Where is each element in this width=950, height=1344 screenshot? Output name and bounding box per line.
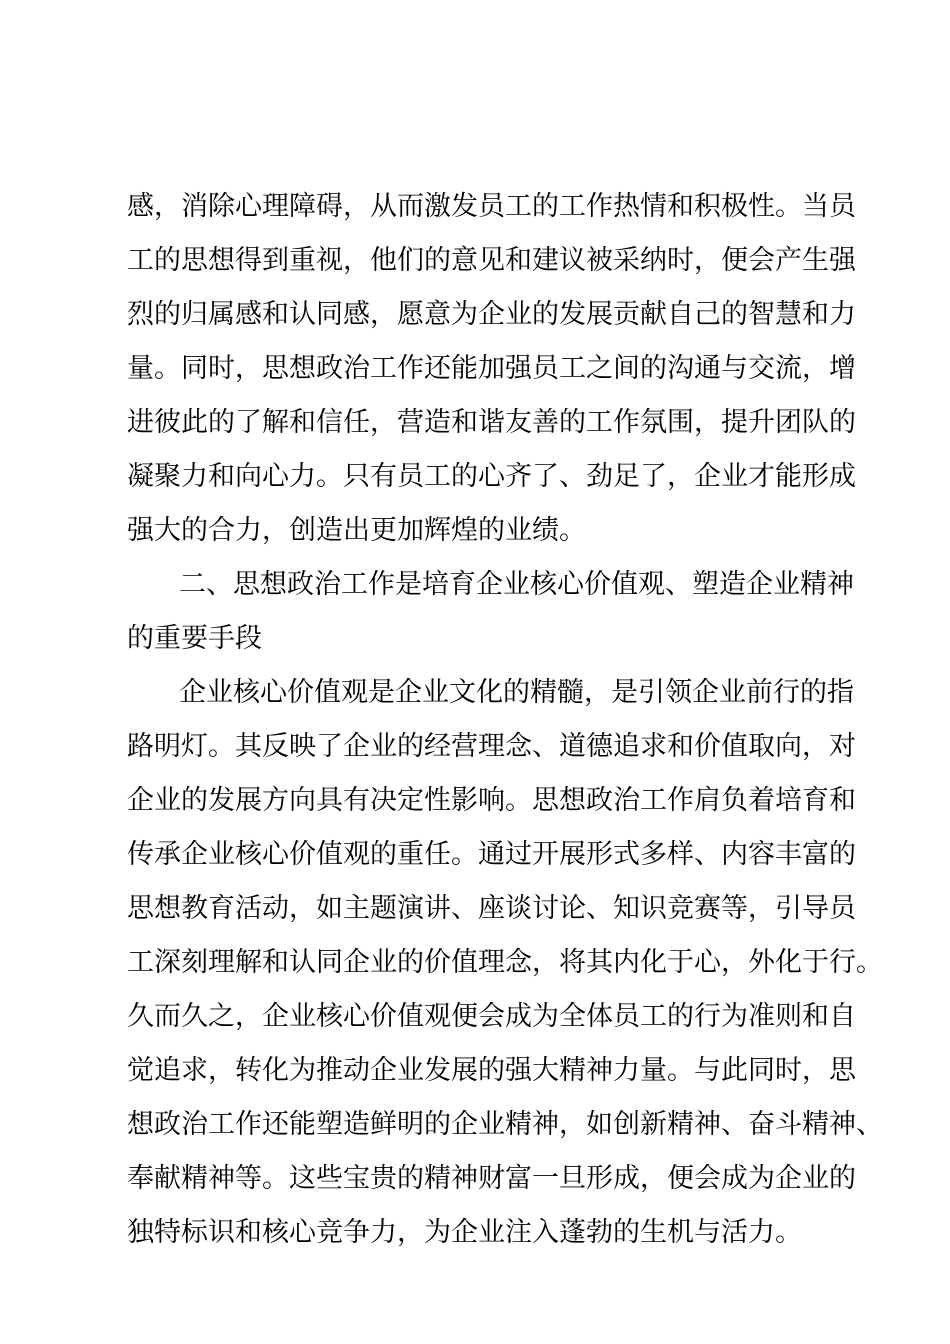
text-line: 奉献精神等。这些宝贵的精神财富一旦形成，便会成为企业的	[127, 1163, 856, 1194]
text-line: 路明灯。其反映了企业的经营理念、道德追求和价值取向，对	[127, 731, 856, 762]
text-line: 久而久之，企业核心价值观便会成为全体员工的行为准则和自	[127, 1001, 856, 1032]
text-line: 烈的归属感和认同感，愿意为企业的发展贡献自己的智慧和力	[127, 299, 856, 330]
text-line: 进彼此的了解和信任，营造和谐友善的工作氛围，提升团队的	[127, 407, 856, 438]
text-line: 工的思想得到重视，他们的意见和建议被采纳时，便会产生强	[127, 245, 856, 276]
section-heading-continued: 的重要手段	[127, 623, 262, 654]
section-heading: 二、思想政治工作是培育企业核心价值观、塑造企业精神	[179, 569, 854, 600]
text-line: 思想教育活动，如主题演讲、座谈讨论、知识竞赛等，引导员	[127, 893, 856, 924]
text-line: 觉追求，转化为推动企业发展的强大精神力量。与此同时，思	[127, 1055, 856, 1086]
text-line: 感，消除心理障碍，从而激发员工的工作热情和积极性。当员	[127, 191, 856, 222]
text-line: 企业核心价值观是企业文化的精髓，是引领企业前行的指	[179, 677, 854, 708]
text-line: 凝聚力和向心力。只有员工的心齐了、劲足了，企业才能形成	[127, 461, 856, 492]
text-line: 量。同时，思想政治工作还能加强员工之间的沟通与交流，增	[127, 353, 856, 384]
text-line: 工深刻理解和认同企业的价值理念，将其内化于心，外化于行。	[127, 947, 883, 978]
text-line: 独特标识和核心竞争力，为企业注入蓬勃的生机与活力。	[127, 1217, 802, 1248]
text-line: 强大的合力，创造出更加辉煌的业绩。	[127, 515, 586, 546]
text-line: 想政治工作还能塑造鲜明的企业精神，如创新精神、奋斗精神、	[127, 1109, 883, 1140]
text-line: 传承企业核心价值观的重任。通过开展形式多样、内容丰富的	[127, 839, 856, 870]
text-line: 企业的发展方向具有决定性影响。思想政治工作肩负着培育和	[127, 785, 856, 816]
document-body	[127, 180, 883, 1260]
